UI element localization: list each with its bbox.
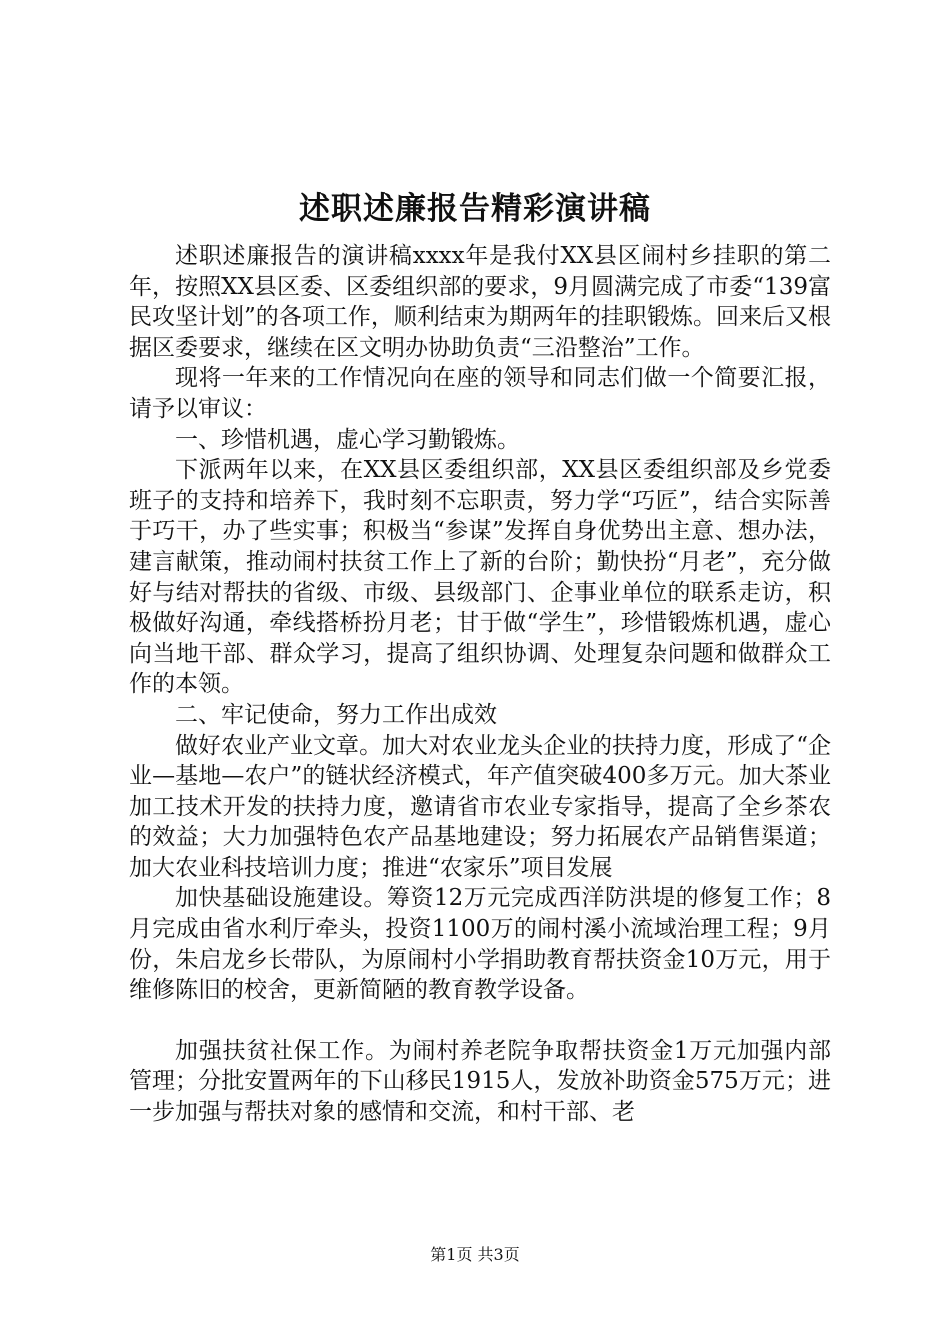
section-heading-1: 一、珍惜机遇，虚心学习勤锻炼。 bbox=[175, 426, 520, 453]
paragraph-poverty-relief: 加强扶贫社保工作。为闹村养老院争取帮扶资金1万元加强内部管理；分批安置两年的下山移民1915人，发放补助资金575万元；进一步加强与帮扶对象的感情和交流，和村干部、老 bbox=[129, 1037, 831, 1126]
paragraph-section-1: 下派两年以来，在XX县区委组织部，XX县区委组织部及乡党委班子的支持和培养下，我时刻不忘职责，努力学“巧匠”，结合实际善于巧干，办了些实事；积极当“参谋”发挥自身优势出主意、想办法，建言献策，推动闹村扶贫工作上了新的台阶；勤快扮“月老”，充分做好与结对帮扶的省级、市级、县级部门、企事业单位的联系走访，积极做好沟通，牵线搭桥扮月老；甘于做“学生”，珍惜锻炼机遇，虚心向当地干部、群众学习，提高了组织协调、处理复杂问题和做群众工作的本领。 bbox=[129, 457, 831, 698]
paragraph-report-intro: 现将一年来的工作情况向在座的领导和同志们做一个简要汇报，请予以审议： bbox=[129, 365, 831, 422]
page-footer: 第1页 共3页 bbox=[430, 1245, 520, 1264]
paragraph-agriculture: 做好农业产业文章。加大对农业龙头企业的扶持力度，形成了“企业—基地—农户”的链状经济模式，年产值突破400多万元。加大茶业加工技术开发的扶持力度，邀请省市农业专家指导，提高了全乡茶农的效益；大力加强特色农产品基地建设；努力拓展农产品销售渠道；加大农业科技培训力度；推进“农家乐”项目发展 bbox=[129, 732, 831, 881]
document-body bbox=[129, 241, 831, 1128]
paragraph-infrastructure: 加快基础设施建设。筹资12万元完成西洋防洪堤的修复工作；8月完成由省水利厅牵头，投资1100万的闹村溪小流域治理工程；9月份，朱启龙乡长带队，为原闹村小学捐助教育帮扶资金10万元，用于维修陈旧的校舍，更新简陋的教育教学设备。 bbox=[129, 885, 831, 1004]
section-heading-2: 二、牢记使命，努力工作出成效 bbox=[175, 701, 497, 728]
document-title: 述职述廉报告精彩演讲稿 bbox=[299, 191, 651, 227]
paragraph-intro: 述职述廉报告的演讲稿xxxx年是我付XX县区闹村乡挂职的第二年，按照XX县区委、区委组织部的要求，9月圆满完成了市委“139富民攻坚计划”的各项工作，顺利结束为期两年的挂职锻炼。回来后又根据区委要求，继续在区文明办协助负责“三沿整治”工作。 bbox=[129, 243, 831, 361]
